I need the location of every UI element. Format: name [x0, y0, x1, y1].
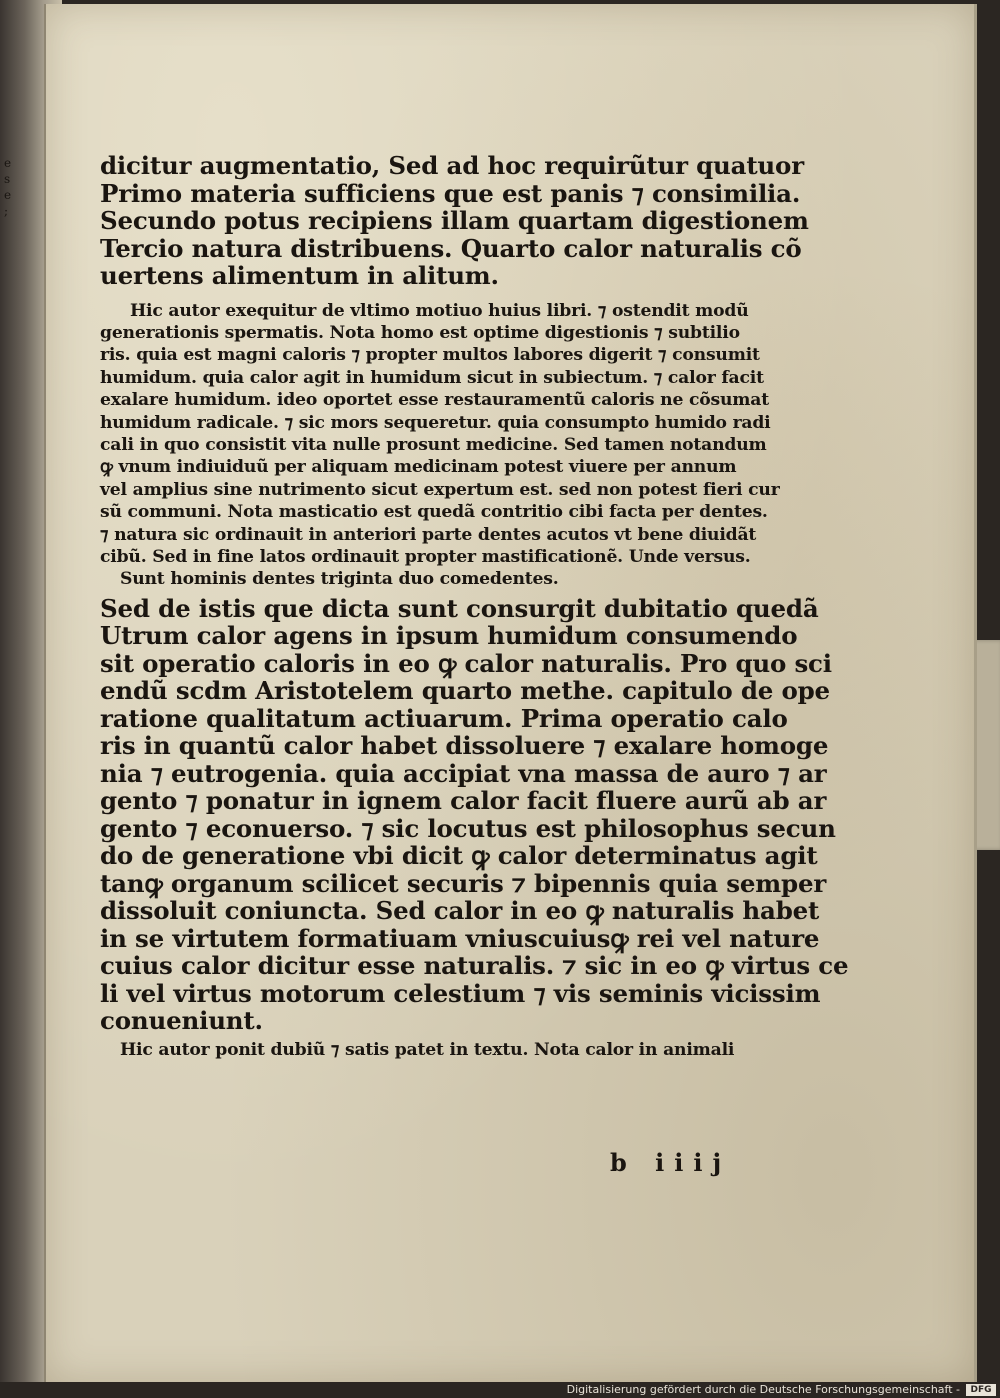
text-line: cuius calor dicitur esse naturalis. ⁊ sic in eo ꝙ virtus ce — [100, 951, 849, 981]
text-line: dissoluit coniuncta. Sed calor in eo ꝙ naturalis habet — [100, 896, 820, 926]
text-line: exalare humidum. ideo oportet esse restauramentũ caloris ne cõsumat — [100, 390, 769, 411]
text-line: sũ communi. Nota masticatio est quedã contritio cibi facta per dentes. — [100, 502, 768, 523]
text-line: ratione qualitatum actiuarum. Prima operatio calo — [100, 703, 788, 733]
text-line: Secundo potus recipiens illam quartam digestionem — [100, 206, 809, 235]
text-line: Sunt hominis dentes triginta duo comedentes. — [120, 569, 559, 590]
text-line: Primo materia sufficiens que est panis ⁊ consimilia. — [100, 178, 801, 208]
text-line: sit operatio caloris in eo ꝙ calor naturalis. Pro quo sci — [100, 648, 832, 678]
text-line: Tercio natura distribuens. Quarto calor naturalis cõ — [100, 233, 802, 263]
paragraph-2-commentary — [100, 300, 800, 591]
paragraph-4-commentary — [100, 1039, 800, 1061]
text-line: cali in quo consistit vita nulle prosunt medicine. Sed tamen notandum — [100, 434, 767, 455]
facing-page-fragment: e s e ; — [4, 156, 12, 218]
text-line: ris in quantũ calor habet dissoluere ⁊ exalare homoge — [100, 731, 829, 761]
paragraph-1 — [100, 151, 809, 290]
text-line: do de generatione vbi dicit ꝙ calor determinatus agit — [100, 841, 818, 871]
text-line: vel amplius sine nutrimento sicut expertum est. sed non potest fieri cur — [100, 479, 780, 500]
text-line: humidum. quia calor agit in humidum sicut in subiectum. ⁊ calor facit — [100, 367, 764, 388]
text-line: gento ⁊ ponatur in ignem calor facit fluere aurũ ab ar — [100, 786, 827, 816]
text-line: li vel virtus motorum celestium ⁊ vis seminis vicissim — [100, 978, 821, 1008]
text-line: Hic autor exequitur de vltimo motiuo huius libri. ⁊ ostendit modũ — [130, 300, 749, 321]
text-line: ris. quia est magni caloris ⁊ propter multos labores digerit ⁊ consumit — [100, 345, 760, 366]
dfg-logo: DFG — [966, 1384, 996, 1396]
text-line: cibũ. Sed in fine latos ordinauit propter mastificationẽ. Unde versus. — [100, 546, 751, 567]
text-line: nia ⁊ eutrogenia. quia accipiat vna massa de auro ⁊ ar — [100, 758, 827, 788]
text-line: tanꝙ organum scilicet securis ⁊ bipennis quia semper — [100, 868, 827, 898]
text-line: ⁊ natura sic ordinauit in anteriori parte dentes acutos vt bene diuidãt — [100, 524, 757, 545]
text-line: Hic autor ponit dubiũ ⁊ satis patet in textu. Nota calor in animali — [120, 1039, 735, 1060]
page-text — [100, 151, 849, 1061]
text-line: endũ scdm Aristotelem quarto methe. capitulo de ope — [100, 676, 830, 706]
digitization-credit-bar — [0, 1382, 1000, 1398]
text-line: dicitur augmentatio, Sed ad hoc requirũtur quatuor — [100, 151, 804, 180]
text-line: Utrum calor agens in ipsum humidum consumendo — [100, 621, 798, 651]
text-line: uertens alimentum in alitum. — [100, 261, 499, 290]
text-line: gento ⁊ econuerso. ⁊ sic locutus est philosophus secun — [100, 813, 836, 843]
text-line: conueniunt. — [100, 1006, 263, 1036]
text-line: in se virtutem formatiuam vniuscuiusꝙ rei vel nature — [100, 923, 820, 953]
paragraph-3 — [100, 593, 849, 1036]
text-line: generationis spermatis. Nota homo est optime digestionis ⁊ subtilio — [100, 322, 740, 343]
digitization-credit: Digitalisierung gefördert durch die Deutsche Forschungsgemeinschaft - — [566, 1383, 960, 1396]
signature-mark: b iiij — [610, 1148, 732, 1177]
text-line: humidum radicale. ⁊ sic mors sequeretur. quia consumpto humido radi — [100, 412, 771, 433]
text-line: Sed de istis que dicta sunt consurgit dubitatio quedã — [100, 593, 819, 623]
text-line: ꝙ vnum indiuiduũ per aliquam medicinam potest viuere per annum — [100, 457, 737, 478]
